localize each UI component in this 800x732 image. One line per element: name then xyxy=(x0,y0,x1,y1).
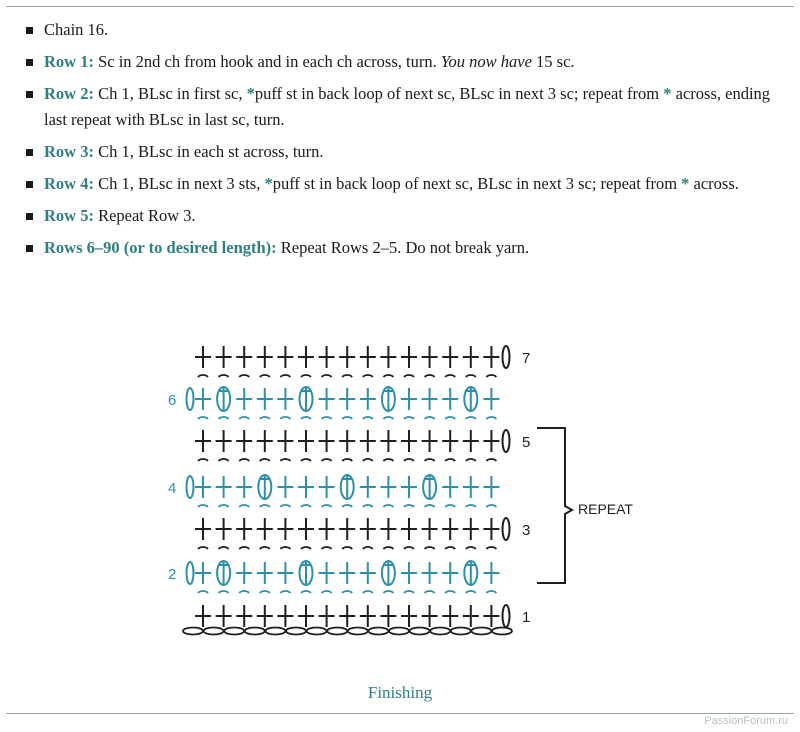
single-crochet-stitch xyxy=(216,346,232,368)
chain-stitch xyxy=(265,628,285,635)
row-label: Row 1: xyxy=(44,52,94,71)
chain-stitch xyxy=(183,628,203,635)
instruction-row xyxy=(22,49,790,75)
instruction-row xyxy=(22,171,790,197)
single-crochet-stitch xyxy=(360,476,376,498)
back-loop-arc xyxy=(280,417,290,419)
back-loop-arc xyxy=(239,417,249,419)
back-loop-arc xyxy=(260,417,270,419)
single-crochet-stitch xyxy=(360,430,376,452)
back-loop-arc xyxy=(404,547,414,549)
repeat-star: * xyxy=(681,174,690,193)
back-loop-arc xyxy=(383,375,393,377)
back-loop-arc xyxy=(363,505,373,507)
instruction-text: Ch 1, BLsc in each st across, turn. xyxy=(93,142,324,161)
single-crochet-stitch xyxy=(442,518,458,540)
single-crochet-stitch xyxy=(422,605,438,627)
single-crochet-stitch xyxy=(422,562,438,584)
turning-chain xyxy=(503,346,510,368)
back-loop-arc xyxy=(301,375,311,377)
puff-stitch-core xyxy=(302,387,310,411)
back-loop-arc xyxy=(219,547,229,549)
back-loop-arc xyxy=(322,591,332,593)
chain-stitch xyxy=(389,628,409,635)
chain-stitch xyxy=(451,628,471,635)
single-crochet-stitch xyxy=(483,518,499,540)
chain-stitch xyxy=(430,628,450,635)
turning-chain xyxy=(503,605,510,627)
bullet-icon xyxy=(26,245,33,252)
chain-stitch xyxy=(286,628,306,635)
back-loop-arc xyxy=(198,505,208,507)
single-crochet-stitch xyxy=(442,476,458,498)
single-crochet-stitch xyxy=(277,476,293,498)
chain-stitch xyxy=(348,628,368,635)
single-crochet-stitch xyxy=(339,605,355,627)
chain-stitch xyxy=(307,628,327,635)
single-crochet-stitch xyxy=(257,605,273,627)
back-loop-arc xyxy=(239,459,249,461)
row-number: 4 xyxy=(168,480,177,497)
back-loop-arc xyxy=(198,547,208,549)
turning-chain xyxy=(187,388,194,410)
back-loop-arc xyxy=(198,591,208,593)
single-crochet-stitch xyxy=(380,346,396,368)
row-number: 7 xyxy=(522,350,531,367)
single-crochet-stitch xyxy=(339,388,355,410)
row-number: 6 xyxy=(168,392,177,409)
single-crochet-stitch xyxy=(236,430,252,452)
back-loop-arc xyxy=(342,505,352,507)
puff-stitch-core xyxy=(343,475,351,499)
instruction-row xyxy=(22,17,790,43)
single-crochet-stitch xyxy=(463,430,479,452)
back-loop-arc xyxy=(219,375,229,377)
single-crochet-stitch xyxy=(298,430,314,452)
back-loop-arc xyxy=(466,459,476,461)
single-crochet-stitch xyxy=(339,562,355,584)
single-crochet-stitch xyxy=(463,476,479,498)
puff-stitch-core xyxy=(467,561,475,585)
single-crochet-stitch xyxy=(195,605,211,627)
single-crochet-stitch xyxy=(401,430,417,452)
instruction-list xyxy=(22,17,790,267)
back-loop-arc xyxy=(301,547,311,549)
back-loop-arc xyxy=(363,547,373,549)
single-crochet-stitch xyxy=(216,605,232,627)
single-crochet-stitch xyxy=(319,476,335,498)
back-loop-arc xyxy=(219,459,229,461)
back-loop-arc xyxy=(486,375,496,377)
single-crochet-stitch xyxy=(319,518,335,540)
instruction-text: Repeat Rows 2–5. Do not break yarn. xyxy=(276,238,530,257)
repeat-star: * xyxy=(246,84,255,103)
single-crochet-stitch xyxy=(380,476,396,498)
single-crochet-stitch xyxy=(442,388,458,410)
row-label: Row 4: xyxy=(44,174,94,193)
back-loop-arc xyxy=(425,375,435,377)
puff-stitch-core xyxy=(384,387,392,411)
instruction-text: Chain 16. xyxy=(44,20,109,39)
turning-chain xyxy=(187,562,194,584)
back-loop-arc xyxy=(383,505,393,507)
single-crochet-stitch xyxy=(401,518,417,540)
single-crochet-stitch xyxy=(195,562,211,584)
section-heading-finishing: Finishing xyxy=(367,683,433,702)
single-crochet-stitch xyxy=(401,346,417,368)
instruction-text: puff st in back loop of next sc, BLsc in next 3 sc; repeat from xyxy=(272,174,682,193)
chain-stitch xyxy=(204,628,224,635)
single-crochet-stitch xyxy=(298,518,314,540)
bullet-icon xyxy=(26,27,33,34)
instruction-text: Ch 1, BLsc in first sc, xyxy=(93,84,247,103)
single-crochet-stitch xyxy=(257,518,273,540)
back-loop-arc xyxy=(342,375,352,377)
single-crochet-stitch xyxy=(236,518,252,540)
single-crochet-stitch xyxy=(277,346,293,368)
single-crochet-stitch xyxy=(319,388,335,410)
single-crochet-stitch xyxy=(216,518,232,540)
puff-stitch-core xyxy=(467,387,475,411)
chain-stitch xyxy=(410,628,430,635)
back-loop-arc xyxy=(322,459,332,461)
single-crochet-stitch xyxy=(401,605,417,627)
single-crochet-stitch xyxy=(236,605,252,627)
back-loop-arc xyxy=(466,591,476,593)
single-crochet-stitch xyxy=(195,388,211,410)
instruction-text: across. xyxy=(689,174,739,193)
instruction-text: Repeat Row 3. xyxy=(93,206,196,225)
single-crochet-stitch xyxy=(195,476,211,498)
row-label: Rows 6–90 (or to desired length): xyxy=(44,238,277,257)
instruction-row xyxy=(22,81,790,133)
stitch-diagram xyxy=(0,330,800,640)
single-crochet-stitch xyxy=(195,518,211,540)
back-loop-arc xyxy=(322,505,332,507)
back-loop-arc xyxy=(486,591,496,593)
puff-stitch-core xyxy=(302,561,310,585)
puff-stitch-core xyxy=(220,387,228,411)
single-crochet-stitch xyxy=(422,518,438,540)
instruction-text: Sc in 2nd ch from hook and in each ch across, turn. xyxy=(93,52,441,71)
back-loop-arc xyxy=(425,547,435,549)
bullet-icon xyxy=(26,59,33,66)
back-loop-arc xyxy=(425,591,435,593)
single-crochet-stitch xyxy=(483,562,499,584)
single-crochet-stitch xyxy=(422,430,438,452)
back-loop-arc xyxy=(239,375,249,377)
back-loop-arc xyxy=(363,417,373,419)
top-divider xyxy=(6,6,794,7)
back-loop-arc xyxy=(404,591,414,593)
turning-chain xyxy=(503,430,510,452)
back-loop-arc xyxy=(198,459,208,461)
single-crochet-stitch xyxy=(257,388,273,410)
back-loop-arc xyxy=(466,375,476,377)
instruction-row xyxy=(22,139,790,165)
single-crochet-stitch xyxy=(257,346,273,368)
single-crochet-stitch xyxy=(401,562,417,584)
bullet-icon xyxy=(26,91,33,98)
chain-stitch xyxy=(471,628,491,635)
single-crochet-stitch xyxy=(380,518,396,540)
single-crochet-stitch xyxy=(319,346,335,368)
single-crochet-stitch xyxy=(463,605,479,627)
back-loop-arc xyxy=(239,547,249,549)
row-label: Row 3: xyxy=(44,142,94,161)
single-crochet-stitch xyxy=(442,605,458,627)
back-loop-arc xyxy=(260,591,270,593)
single-crochet-stitch xyxy=(236,388,252,410)
single-crochet-stitch xyxy=(401,476,417,498)
single-crochet-stitch xyxy=(277,518,293,540)
back-loop-arc xyxy=(404,505,414,507)
back-loop-arc xyxy=(445,375,455,377)
single-crochet-stitch xyxy=(277,605,293,627)
single-crochet-stitch xyxy=(360,562,376,584)
puff-stitch-core xyxy=(220,561,228,585)
back-loop-arc xyxy=(445,417,455,419)
single-crochet-stitch xyxy=(277,388,293,410)
bullet-icon xyxy=(26,149,33,156)
single-crochet-stitch xyxy=(380,430,396,452)
back-loop-arc xyxy=(486,459,496,461)
back-loop-arc xyxy=(280,375,290,377)
back-loop-arc xyxy=(280,459,290,461)
single-crochet-stitch xyxy=(463,346,479,368)
back-loop-arc xyxy=(260,547,270,549)
back-loop-arc xyxy=(239,591,249,593)
single-crochet-stitch xyxy=(298,346,314,368)
repeat-bracket xyxy=(537,428,572,583)
single-crochet-stitch xyxy=(463,518,479,540)
row-number: 5 xyxy=(522,434,531,451)
single-crochet-stitch xyxy=(360,518,376,540)
back-loop-arc xyxy=(342,591,352,593)
row-label: Row 5: xyxy=(44,206,94,225)
puff-stitch-core xyxy=(261,475,269,499)
single-crochet-stitch xyxy=(216,430,232,452)
single-crochet-stitch xyxy=(339,430,355,452)
back-loop-arc xyxy=(301,417,311,419)
back-loop-arc xyxy=(280,505,290,507)
single-crochet-stitch xyxy=(360,388,376,410)
chain-stitch xyxy=(245,628,265,635)
back-loop-arc xyxy=(239,505,249,507)
back-loop-arc xyxy=(322,417,332,419)
bullet-icon xyxy=(26,181,33,188)
back-loop-arc xyxy=(280,547,290,549)
single-crochet-stitch xyxy=(277,430,293,452)
instruction-text: Ch 1, BLsc in next 3 sts, xyxy=(93,174,265,193)
single-crochet-stitch xyxy=(483,430,499,452)
single-crochet-stitch xyxy=(360,605,376,627)
back-loop-arc xyxy=(363,459,373,461)
back-loop-arc xyxy=(301,591,311,593)
back-loop-arc xyxy=(445,505,455,507)
puff-stitch-core xyxy=(426,475,434,499)
row-label: Row 2: xyxy=(44,84,94,103)
single-crochet-stitch xyxy=(360,346,376,368)
single-crochet-stitch xyxy=(298,605,314,627)
instruction-row xyxy=(22,235,790,261)
chain-stitch xyxy=(492,628,512,635)
chain-stitch xyxy=(327,628,347,635)
single-crochet-stitch xyxy=(442,346,458,368)
instruction-text: puff st in back loop of next sc, BLsc in next 3 sc; repeat from xyxy=(254,84,664,103)
back-loop-arc xyxy=(198,375,208,377)
instruction-row xyxy=(22,203,790,229)
single-crochet-stitch xyxy=(277,562,293,584)
puff-stitch-core xyxy=(384,561,392,585)
single-crochet-stitch xyxy=(483,605,499,627)
single-crochet-stitch xyxy=(319,430,335,452)
back-loop-arc xyxy=(466,505,476,507)
single-crochet-stitch xyxy=(298,476,314,498)
instruction-text: across, ending last repeat with BLsc in last sc, turn. xyxy=(44,84,771,129)
single-crochet-stitch xyxy=(216,476,232,498)
back-loop-arc xyxy=(198,417,208,419)
back-loop-arc xyxy=(342,547,352,549)
back-loop-arc xyxy=(219,591,229,593)
back-loop-arc xyxy=(219,505,229,507)
back-loop-arc xyxy=(466,417,476,419)
single-crochet-stitch xyxy=(236,562,252,584)
back-loop-arc xyxy=(280,591,290,593)
single-crochet-stitch xyxy=(257,562,273,584)
back-loop-arc xyxy=(301,459,311,461)
single-crochet-stitch xyxy=(483,346,499,368)
single-crochet-stitch xyxy=(442,562,458,584)
single-crochet-stitch xyxy=(380,605,396,627)
back-loop-arc xyxy=(322,547,332,549)
single-crochet-stitch xyxy=(257,430,273,452)
turning-chain xyxy=(187,476,194,498)
single-crochet-stitch xyxy=(442,430,458,452)
single-crochet-stitch xyxy=(195,430,211,452)
single-crochet-stitch xyxy=(422,346,438,368)
back-loop-arc xyxy=(425,417,435,419)
single-crochet-stitch xyxy=(319,562,335,584)
back-loop-arc xyxy=(404,375,414,377)
single-crochet-stitch xyxy=(339,518,355,540)
single-crochet-stitch xyxy=(483,388,499,410)
back-loop-arc xyxy=(425,459,435,461)
back-loop-arc xyxy=(486,505,496,507)
back-loop-arc xyxy=(486,417,496,419)
repeat-label: REPEAT xyxy=(578,501,633,517)
back-loop-arc xyxy=(445,591,455,593)
row-number: 2 xyxy=(168,566,177,583)
single-crochet-stitch xyxy=(401,388,417,410)
repeat-star: * xyxy=(663,84,672,103)
back-loop-arc xyxy=(363,375,373,377)
single-crochet-stitch xyxy=(483,476,499,498)
bottom-divider xyxy=(6,713,794,714)
repeat-star: * xyxy=(264,174,273,193)
back-loop-arc xyxy=(322,375,332,377)
back-loop-arc xyxy=(486,547,496,549)
single-crochet-stitch xyxy=(422,388,438,410)
bullet-icon xyxy=(26,213,33,220)
back-loop-arc xyxy=(425,505,435,507)
back-loop-arc xyxy=(260,459,270,461)
back-loop-arc xyxy=(260,505,270,507)
back-loop-arc xyxy=(383,417,393,419)
back-loop-arc xyxy=(404,459,414,461)
back-loop-arc xyxy=(363,591,373,593)
back-loop-arc xyxy=(219,417,229,419)
back-loop-arc xyxy=(445,547,455,549)
back-loop-arc xyxy=(383,547,393,549)
back-loop-arc xyxy=(383,459,393,461)
back-loop-arc xyxy=(342,459,352,461)
instruction-text: You now have xyxy=(440,52,532,71)
chain-stitch xyxy=(224,628,244,635)
single-crochet-stitch xyxy=(339,346,355,368)
single-crochet-stitch xyxy=(319,605,335,627)
back-loop-arc xyxy=(466,547,476,549)
single-crochet-stitch xyxy=(236,476,252,498)
back-loop-arc xyxy=(445,459,455,461)
chain-stitch xyxy=(368,628,388,635)
single-crochet-stitch xyxy=(195,346,211,368)
instruction-text: 15 sc. xyxy=(531,52,575,71)
turning-chain xyxy=(503,518,510,540)
watermark: PassionForum.ru xyxy=(704,715,788,727)
back-loop-arc xyxy=(301,505,311,507)
row-number: 1 xyxy=(522,609,531,626)
back-loop-arc xyxy=(342,417,352,419)
back-loop-arc xyxy=(260,375,270,377)
row-number: 3 xyxy=(522,522,531,539)
back-loop-arc xyxy=(383,591,393,593)
back-loop-arc xyxy=(404,417,414,419)
single-crochet-stitch xyxy=(236,346,252,368)
